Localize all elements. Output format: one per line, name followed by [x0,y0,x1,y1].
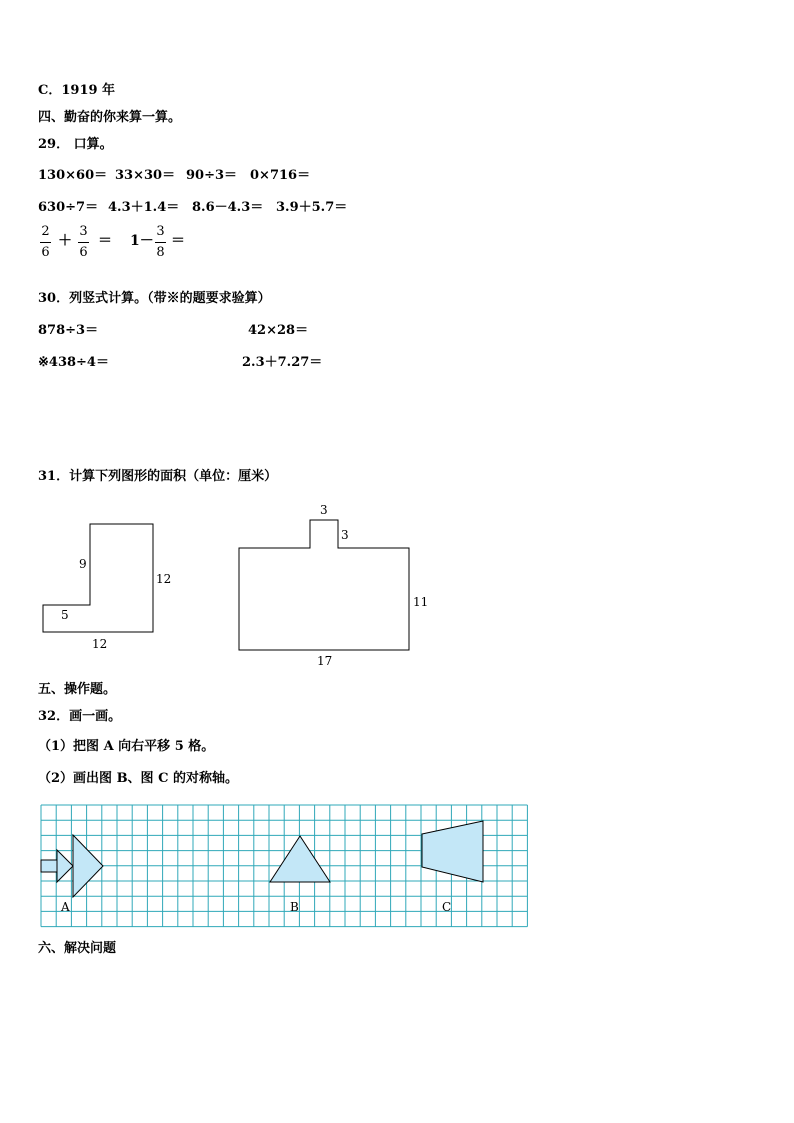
notched-rectangle-outline [239,520,409,650]
fraction-numerator: 3 [79,224,88,239]
label-b: B [290,900,299,914]
fraction-denominator: 6 [41,245,50,260]
question-31: 31．计算下列图形的面积（单位：厘米） [38,469,278,484]
vertical-calc-1: 878÷3＝ [38,323,99,338]
oral-2-3: 8.6－4.3＝ [192,200,264,215]
equals-sign: ＝ [171,233,185,249]
section-6-heading: 六、解决问题 [38,941,117,956]
fraction-denominator: 6 [79,245,88,260]
fraction-2-6 [40,225,51,260]
question-30: 30．列竖式计算。（带※的题要求验算） [38,291,271,306]
label-inner-side: 9 [79,557,87,571]
equals-sign: ＝ [98,233,112,249]
fraction-denominator: 8 [156,245,165,260]
fraction-numerator: 2 [41,224,50,239]
vertical-calc-3: ※438÷4＝ [38,355,109,370]
oral-1-3: 90÷3＝ [186,168,238,183]
fraction-bar [78,242,89,243]
question-32-part-2: （2）画出图 B、图 C 的对称轴。 [38,771,238,786]
fraction-3-6 [78,225,89,260]
vertical-calc-4: 2.3＋7.27＝ [242,355,323,370]
question-32: 32．画一画。 [38,709,122,724]
section-5-heading: 五、操作题。 [38,682,117,697]
oral-2-1: 630÷7＝ [38,200,99,215]
fraction-numerator: 3 [156,224,165,239]
one-minus: 1－ [130,233,154,249]
label-bottom: 12 [92,637,108,651]
l-shape-outline [43,524,153,632]
oral-1-1: 130×60＝ [38,168,108,183]
plus-sign: ＋ [58,233,72,249]
shape-c-trapezoid [422,821,483,882]
label-rect-bottom: 17 [317,654,333,668]
label-c: C [442,900,452,914]
shape-b-triangle [270,836,330,882]
option-c: C．1919 年 [38,83,116,98]
label-step: 5 [61,608,69,622]
fraction-bar [40,242,51,243]
label-notch-side: 3 [341,528,349,542]
label-rect-right: 11 [413,595,429,609]
label-notch-top: 3 [320,503,328,517]
fraction-bar [155,242,166,243]
figure-l-shape [0,500,794,700]
oral-2-4: 3.9＋5.7＝ [276,200,348,215]
question-32-part-1: （1）把图 A 向右平移 5 格。 [38,739,215,754]
fraction-3-8 [155,225,166,260]
vertical-calc-2: 42×28＝ [248,323,309,338]
square-grid [0,800,794,930]
question-29: 29． 口算。 [38,137,113,152]
shape-a-large-triangle [73,835,103,897]
oral-1-4: 0×716＝ [250,168,311,183]
oral-2-2: 4.3＋1.4＝ [108,200,180,215]
shape-a-small-triangle [57,850,73,882]
section-4-heading: 四、勤奋的你来算一算。 [38,110,182,125]
label-a: A [61,900,70,914]
oral-1-2: 33×30＝ [115,168,176,183]
label-right-side: 12 [156,572,172,586]
grid-shapes [41,821,483,897]
shape-a-rectangle [41,860,57,872]
